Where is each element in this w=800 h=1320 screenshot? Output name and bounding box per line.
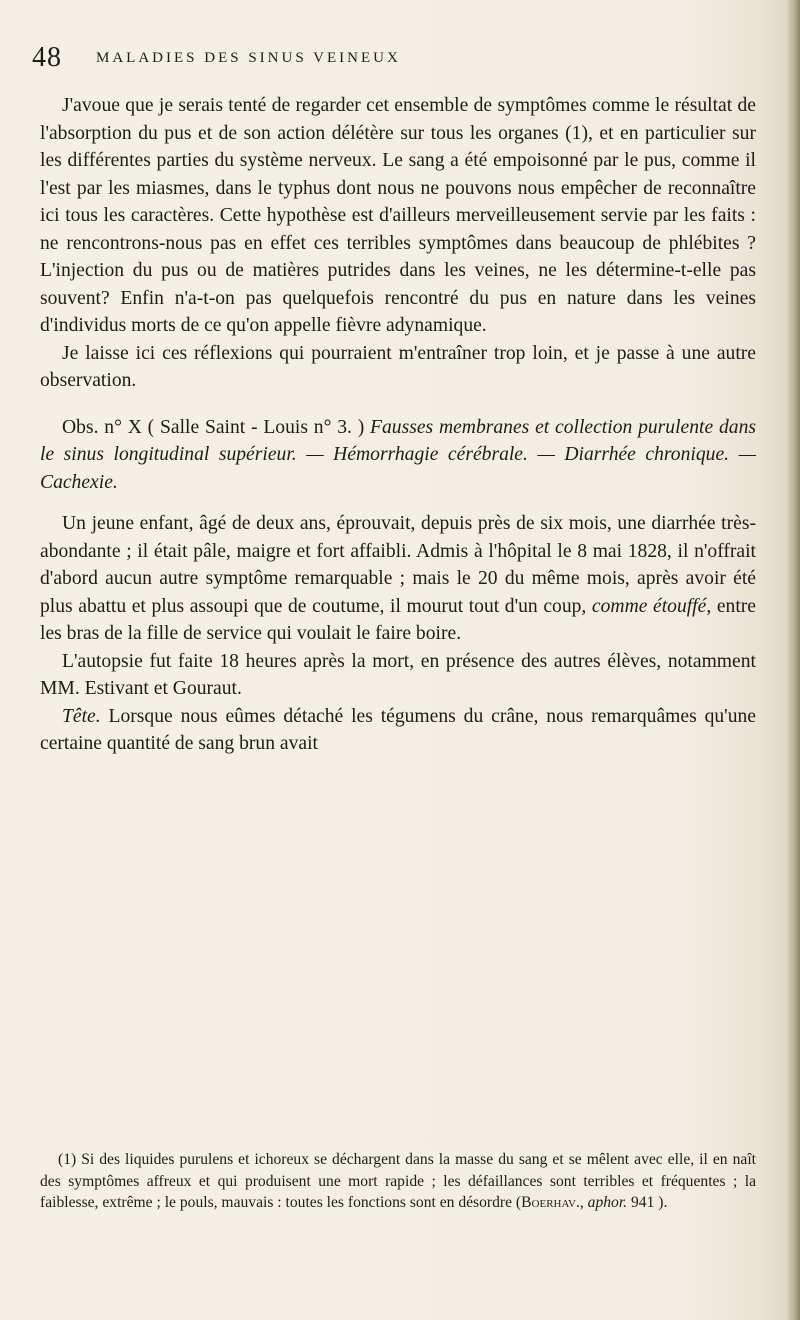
page-body xyxy=(40,92,756,758)
case-text-italic: comme étouffé xyxy=(591,595,707,617)
paragraph-case xyxy=(40,510,756,648)
page-edge-shadow xyxy=(786,0,800,1320)
observation-heading xyxy=(40,414,756,497)
footnote xyxy=(40,1149,756,1214)
paragraph-reflexions: Je laisse ici ces réflexions qui pourraient m'entraîner trop loin, et je passe à une autre observation. xyxy=(40,342,756,391)
footnote-ref-number: 941 ). xyxy=(627,1194,668,1211)
section-label-head: Tête. xyxy=(62,705,101,727)
head-text: Lorsque nous eûmes détaché les tégumens du crâne, nous remarquâmes qu'une certaine quantité de sang brun avait xyxy=(40,705,756,754)
paragraph-autopsy: L'autopsie fut faite 18 heures après la mort, en présence des autres élèves, notamment MM. Estivant et Gouraut. xyxy=(40,650,756,699)
observation-label: Obs. n° X ( Salle Saint - Louis n° 3. ) xyxy=(62,416,371,438)
footnote-sep: , xyxy=(579,1194,588,1211)
observation-title: Fausses membranes et collection purulente dans le sinus longitudinal supérieur. — Hémorrhagie cérébrale. — Diarrhée chronique. — Cachexie. xyxy=(40,416,756,493)
running-head: MALADIES DES SINUS VEINEUX xyxy=(96,50,401,66)
footnote-text: (1) Si des liquides purulens et ichoreux se déchargent dans la masse du sang et se mêlent avec elle, il en naît des symptômes affreux et qui produisent une mort rapide ; les défaillances sont terribles et fréquentes ; la faiblesse, extrême ; le pouls, mauvais : toutes les fonctions sont en désordre ( xyxy=(40,1151,756,1211)
case-text-end: , entre les bras de la fille de service qui voulait le faire boire. xyxy=(40,595,756,644)
case-text-start: Un jeune enfant, âgé de deux ans, éprouvait, depuis près de six mois, une diarrhée très-abondante ; il était pâle, maigre et fort affaibli. Admis à l'hôpital le 8 mai 1828, il n'offrait d'abord aucun autre symptôme remarquable ; mais le 20 du même mois, après avoir été plus abattu et plus assoupi que de coutume, il mourut tout d'un coup, xyxy=(40,513,756,617)
paragraph-absorption: J'avoue que je serais tenté de regarder cet ensemble de symptômes comme le résultat de l'absorption du pus et de son action délétère sur tous les organes (1), et en particulier sur les différentes parties du système nerveux. Le sang a été empoisonné par le pus, comme il l'est par les miasmes, dans le typhus dont nous ne pouvons nous empêcher de reconnaître ici tous les caractères. Cette hypothèse est d'ailleurs merveilleusement servie par les faits : ne rencontrons-nous pas en effet ces terribles symptômes dans beaucoup de phlébites ? L'injection du pus ou de matières putrides dans les veines, ne les détermine-t-elle pas souvent? Enfin n'a-t-on pas quelquefois rencontré du pus en nature dans les veines d'individus morts de ce qu'on appelle fièvre adynamique. xyxy=(40,95,756,336)
footnote-author: Boerhav. xyxy=(521,1194,580,1211)
paragraph-head xyxy=(40,703,756,758)
page-number: 48 xyxy=(32,42,62,73)
page-header xyxy=(32,42,752,76)
footnote-ref: aphor. xyxy=(587,1194,628,1211)
